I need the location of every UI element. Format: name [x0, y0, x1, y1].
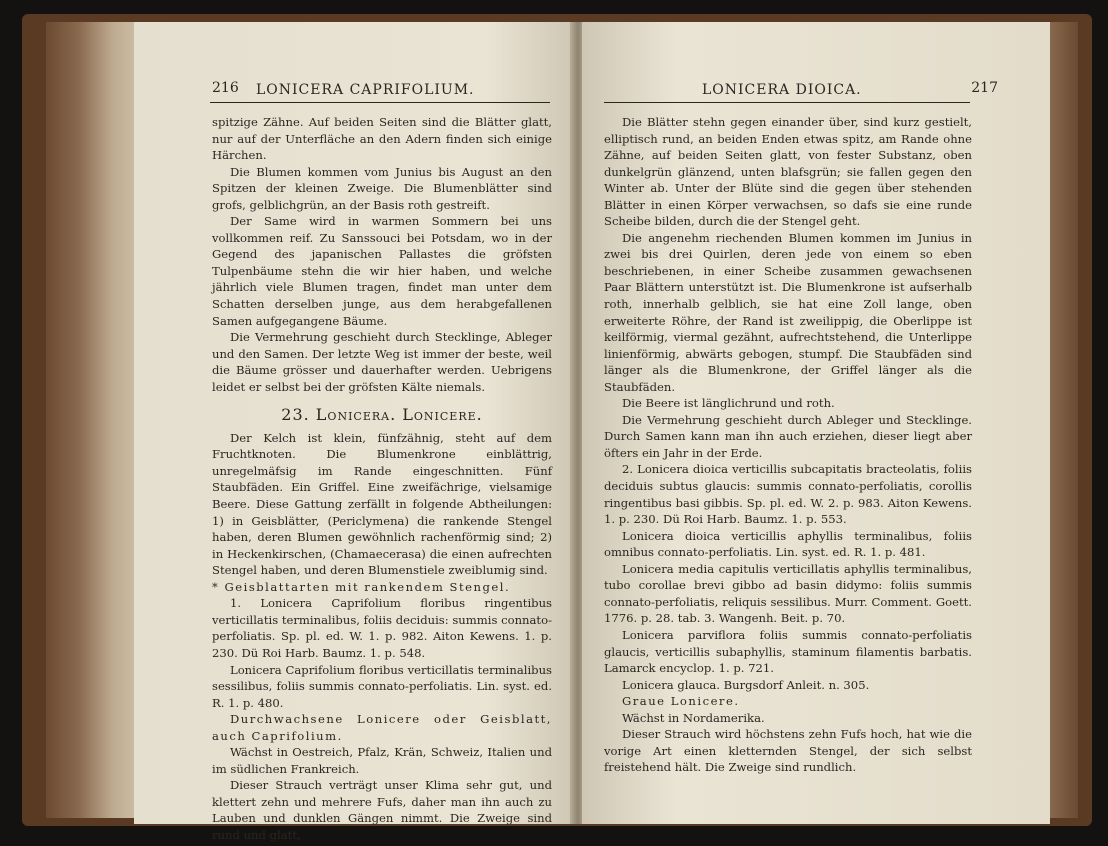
synonym: Lonicera dioica verticillis aphyllis terminalibus, foliis omnibus connato-perfoliatis. Lin. syst. ed. R. 1. p. 481. — [604, 528, 972, 560]
synonym: Lonicera parviflora foliis summis connato-perfoliatis glaucis, verticillis subaphyllis, staminum filamentis barbatis. Lamarck encyclop. 1. p. 721. — [604, 627, 972, 676]
habitat: Wächst in Oestreich, Pfalz, Krän, Schweiz, Italien und im südlichen Frankreich. — [212, 745, 552, 776]
header-rule — [210, 102, 550, 103]
species-entry: 2. Lonicera dioica verticillis subcapitatis bracteolatis, foliis deciduis subtus glaucis: summis connato-perfoliatis, corollis ringentibus basi gibbis. Sp. pl. ed. W. 2. p. 983. Aiton Kewens. 1. p. 230. Dü Roi Harb. Baumz. 1. p. 553. — [604, 462, 972, 527]
synonym: Lonicera glauca. Burgsdorf Anleit. n. 305. — [622, 677, 870, 692]
paragraph: Die Vermehrung geschieht durch Stecklinge, Ableger und den Samen. Der letzte Weg ist immer der beste, weil die Bäume grösser und dauerhafter werden. Uebrigens leidet er selbst bei der gröfsten Kälte niemals. — [212, 330, 552, 394]
paragraph: Die Vermehrung geschieht durch Ableger und Stecklinge. Durch Samen kann man ihn auch erziehen, dieser liegt aber öfters ein Jahr in der Erde. — [604, 412, 972, 460]
common-name: Graue Lonicere. — [622, 694, 740, 709]
description: Dieser Strauch wird höchstens zehn Fufs hoch, hat wie die vorige Art einen kletternden Stengel, der sich selbst freistehend hält. Die Zweige sind rundlich. — [604, 727, 972, 775]
synonym: Lonicera media capitulis verticillatis aphyllis terminalibus, tubo corollae brevi gibbo ad basin didymo: foliis summis connato-perfoliatis, reliquis sessilibus. Murr. Comment. Goett. 1776. p. 28. tab. 3. Wangenh. Beit. p. 70. — [604, 561, 972, 626]
running-head: LONICERA CAPRIFOLIUM. — [256, 82, 475, 98]
paragraph: Die angenehm riechenden Blumen kommen im Junius in zwei bis drei Quirlen, deren jede von einem so eben beschriebenen, in einer Scheibe zusammen gewachsenen Paar Blättern unterstützt ist. Die Blumenkrone ist aufserhalb roth, innerhalb gelblich, sie hat eine Zoll lange, oben erweiterte Röhre, der Rand ist zweilippig, die Oberlippe ist keilförmig, viermal gezähnt, aufrechtstehend, die Unterlippe linienförmig, abwärts gebogen, stumpf. Die Staubfäden sind länger als die Blumenkrone, der Griffel länger als die Staubfäden. — [604, 230, 972, 394]
right-page — [582, 22, 1050, 824]
subheading: * Geisblattarten mit rankendem Stengel. — [212, 579, 511, 594]
left-page — [134, 22, 574, 842]
synonym: Lonicera Caprifolium floribus verticillatis terminalibus sessilibus, foliis summis connato-perfoliatis. Lin. syst. ed. R. 1. p. 480. — [212, 662, 552, 710]
running-head: LONICERA DIOICA. — [702, 82, 862, 98]
paragraph: Die Blumen kommen vom Junius bis August an den Spitzen der kleinen Zweige. Die Blumenblätter sind grofs, gelblichgrün, an der Basis roth gestreift. — [212, 164, 552, 212]
paragraph: Die Beere ist länglichrund und roth. — [622, 396, 835, 411]
section-heading: 23. Lonicera. Lonicere. — [281, 405, 483, 425]
page-number: 217 — [971, 80, 998, 96]
header-rule — [604, 102, 970, 103]
page-number: 216 — [212, 80, 239, 96]
paragraph: Die Blätter stehn gegen einander über, sind kurz gestielt, elliptisch rund, an beiden Enden etwas spitz, am Rande ohne Zähne, auf beiden Seiten glatt, von fester Substanz, oben dunkelgrün glänzend, unten blafsgrün; sie fallen gegen den Winter ab. Unter der Blüte sind die gegen über stehenden Blätter in einen Körper verwachsen, so dafs sie eine runde Scheibe bilden, durch die der Stengel geht. — [604, 115, 972, 229]
common-name: Durchwachsene Lonicere oder Geisblatt, auch Caprifolium. — [212, 712, 552, 743]
habitat: Wächst in Nordamerika. — [622, 710, 765, 725]
right-body-text — [604, 114, 972, 776]
paragraph: spitzige Zähne. Auf beiden Seiten sind die Blätter glatt, nur auf der Unterfläche an den Adern finden sich einige Härchen. — [212, 115, 552, 163]
description: Dieser Strauch verträgt unser Klima sehr gut, und klettert zehn und mehrere Fufs, daher man ihn auch zu Lauben und dunklen Gängen nimmt. Die Zweige sind rund und glatt, — [212, 778, 552, 842]
left-body-text — [212, 114, 552, 844]
species-entry: 1. Lonicera Caprifolium floribus ringentibus verticillatis terminalibus, foliis deciduis: summis connato-perfoliatis. Sp. pl. ed. W. 1. p. 982. Aiton Kewens. 1. p. 230. Dü Roi Harb. Baumz. 1. p. 548. — [212, 596, 552, 660]
paragraph: Der Same wird in warmen Sommern bei uns vollkommen reif. Zu Sanssouci bei Potsdam, wo in der Gegend des japanischen Pallastes die gröfsten Tulpenbäume stehn die wir hier haben, und welche jährlich viele Blumen tragen, findet man unter dem Schatten derselben junge, aus dem herabgefallenen Samen aufgegangene Bäume. — [212, 214, 552, 328]
paragraph: Der Kelch ist klein, fünfzähnig, steht auf dem Fruchtknoten. Die Blumenkrone einblättrig, unregelmäfsig im Rande eingeschnitten. Fünf Staubfäden. Ein Griffel. Eine zweifächrige, vielsamige Beere. Diese Gattung zerfällt in folgende Abtheilungen: 1) in Geisblätter, (Periclymena) die rankende Stengel haben, deren Blumen gewöhnlich rachenförmig sind; 2) in Heckenkirschen, (Chamaecerasa) die einen aufrechten Stengel haben, und deren Blumenstiele zweiblumig sind. — [212, 430, 552, 578]
